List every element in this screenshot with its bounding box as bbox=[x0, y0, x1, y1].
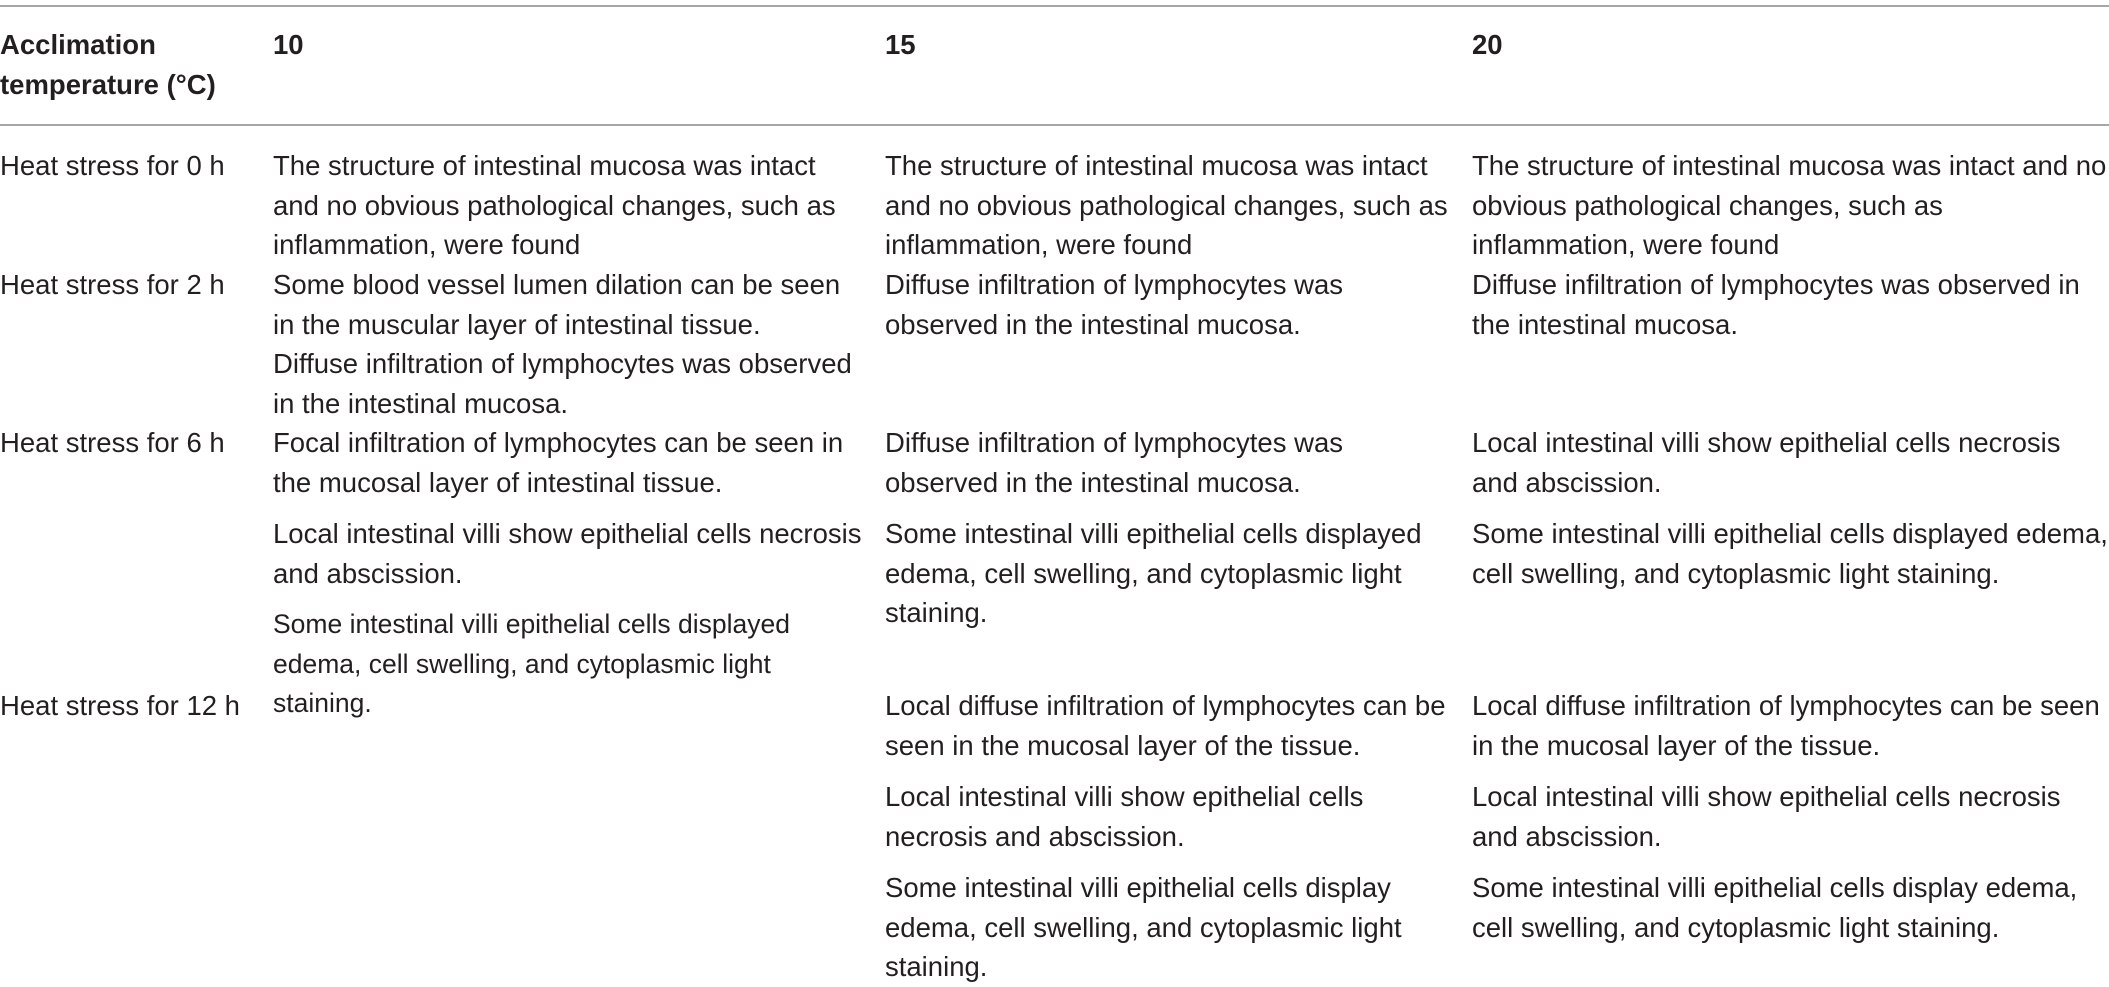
row-0h-cell-10 bbox=[273, 146, 868, 265]
table-header-rule bbox=[0, 124, 2109, 126]
cell-text: The structure of intestinal mucosa was intact and no obvious pathological changes, such as inflammation, were found bbox=[1472, 150, 2107, 260]
row-6h-cell-15 bbox=[885, 423, 1460, 633]
header-acclimation-temperature bbox=[0, 25, 265, 104]
cell-text: The structure of intestinal mucosa was intact and no obvious pathological changes, such as inflammation, were found bbox=[273, 150, 836, 260]
header-label-line1: Acclimation bbox=[0, 29, 156, 60]
cell-text: The structure of intestinal mucosa was intact and no obvious pathological changes, such as inflammation, were found bbox=[885, 150, 1448, 260]
cell-text: Local diffuse infiltration of lymphocytes can be seen in the mucosal layer of the tissue. bbox=[1472, 690, 2100, 761]
table-top-rule bbox=[0, 5, 2109, 7]
cell-text: Diffuse infiltration of lymphocytes was observed in the intestinal mucosa. bbox=[885, 269, 1344, 340]
row-0h-cell-15 bbox=[885, 146, 1460, 265]
cell-text: Local intestinal villi show epithelial cells necrosis and abscission. bbox=[273, 518, 862, 589]
cell-text: Focal infiltration of lymphocytes can be seen in the mucosal layer of intestinal tissue. bbox=[273, 427, 844, 498]
row-2h-cell-20 bbox=[1472, 265, 2109, 344]
header-15: 15 bbox=[885, 29, 916, 60]
row-2h-cell-15 bbox=[885, 265, 1460, 344]
cell-text: Some intestinal villi epithelial cells displayed edema, cell swelling, and cytoplasmic light staining. bbox=[1472, 518, 2108, 589]
header-label-line2: temperature (°C) bbox=[0, 68, 216, 100]
row-6h-cell-20 bbox=[1472, 423, 2109, 593]
cell-text: Some intestinal villi epithelial cells display edema, cell swelling, and cytoplasmic light staining. bbox=[885, 872, 1402, 982]
cell-text: Local intestinal villi show epithelial cells necrosis and abscission. bbox=[1472, 781, 2061, 852]
cell-text: Diffuse infiltration of lymphocytes was observed in the intestinal mucosa. bbox=[885, 427, 1344, 498]
cell-text: Diffuse infiltration of lymphocytes was observed in the intestinal mucosa. bbox=[1472, 269, 2080, 340]
row-2h-cell-10 bbox=[273, 265, 868, 423]
cell-text: Local intestinal villi show epithelial cells necrosis and abscission. bbox=[885, 781, 1364, 852]
cell-text: Some intestinal villi epithelial cells display edema, cell swelling, and cytoplasmic light staining. bbox=[1472, 872, 2078, 943]
header-10: 10 bbox=[273, 29, 304, 60]
row-0h-cell-20 bbox=[1472, 146, 2109, 265]
row-label-12h: Heat stress for 12 h bbox=[0, 690, 240, 721]
row-6h-cell-10 bbox=[273, 423, 868, 724]
row-12h-cell-20 bbox=[1472, 686, 2109, 947]
row-label-2h: Heat stress for 2 h bbox=[0, 269, 225, 300]
cell-text: Some intestinal villi epithelial cells displayed edema, cell swelling, and cytoplasmic light staining. bbox=[885, 518, 1422, 628]
cell-text: Local diffuse infiltration of lymphocytes can be seen in the mucosal layer of the tissue. bbox=[885, 690, 1446, 761]
cell-text: Diffuse infiltration of lymphocytes was observed in the intestinal mucosa. bbox=[273, 348, 852, 419]
cell-text: Local intestinal villi show epithelial cells necrosis and abscission. bbox=[1472, 427, 2061, 498]
row-12h-cell-15 bbox=[885, 686, 1460, 987]
row-label-0h: Heat stress for 0 h bbox=[0, 150, 225, 181]
cell-text: Some intestinal villi epithelial cells displayed edema, cell swelling, and cytoplasmic light staining. bbox=[273, 609, 791, 718]
cell-text: Some blood vessel lumen dilation can be seen in the muscular layer of intestinal tissue. bbox=[273, 269, 841, 340]
row-label-6h: Heat stress for 6 h bbox=[0, 427, 225, 458]
header-20: 20 bbox=[1472, 29, 1503, 60]
